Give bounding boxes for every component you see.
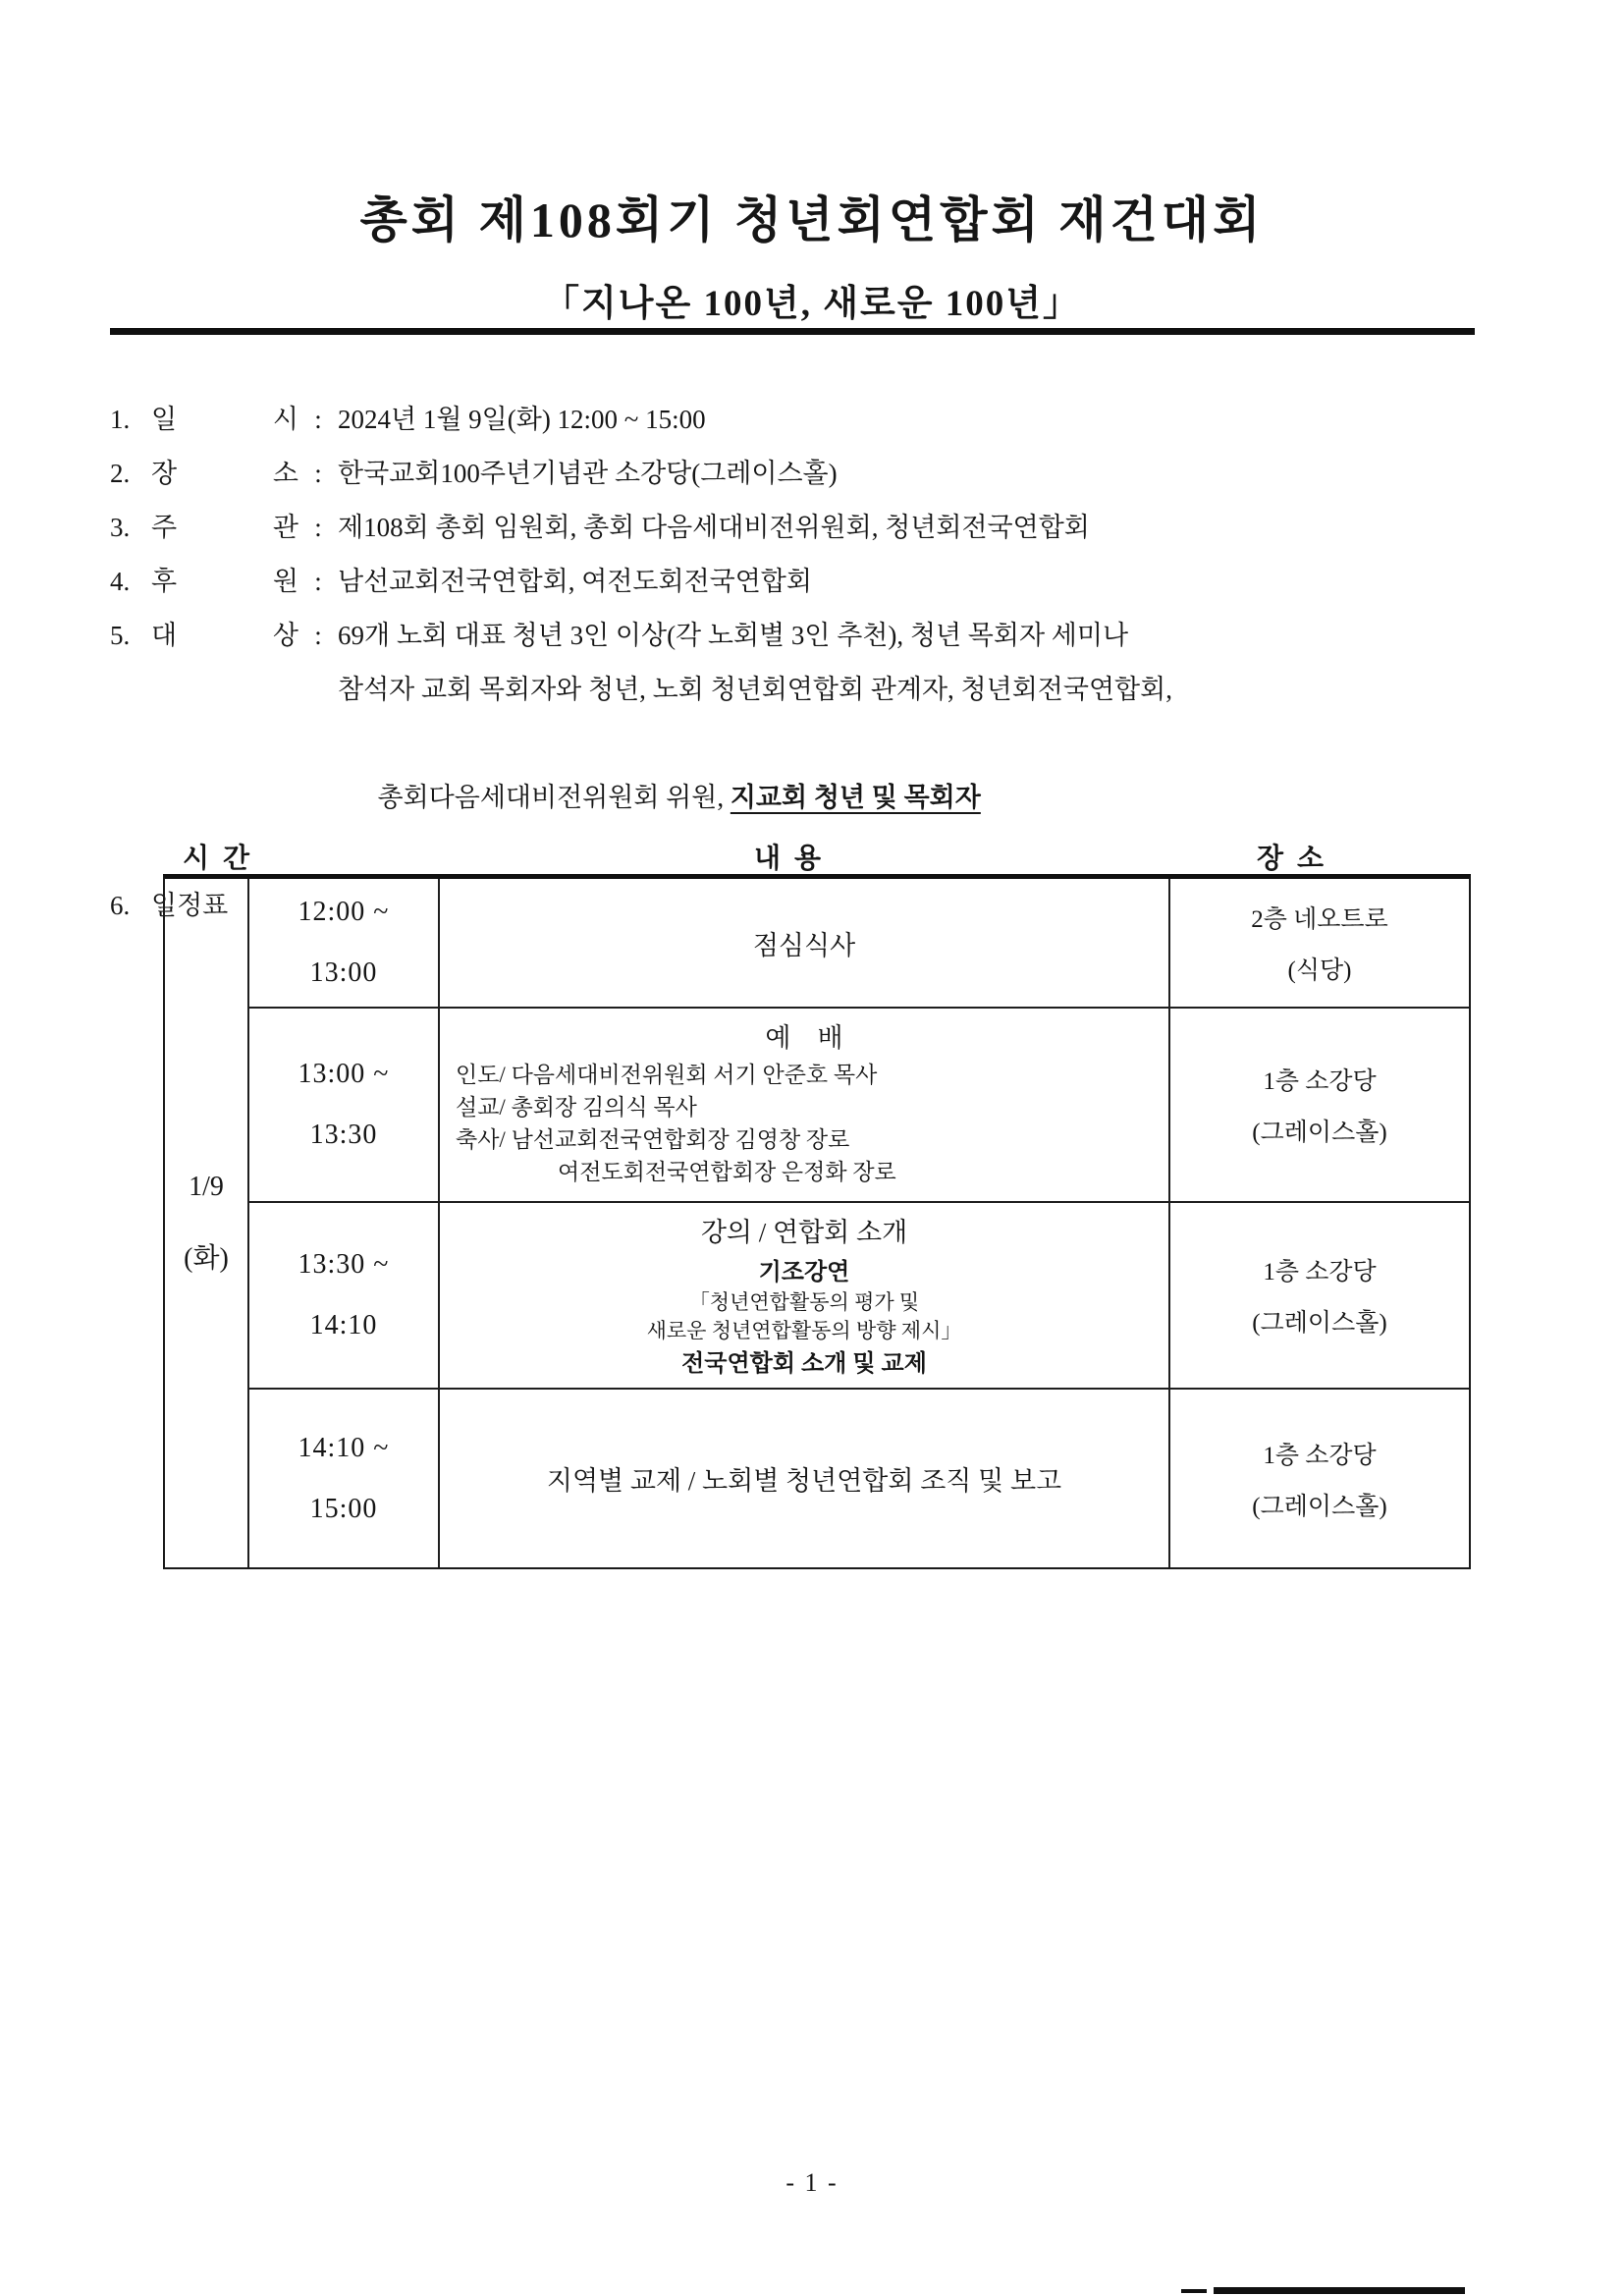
title-divider: [110, 328, 1475, 335]
place-detail: (그레이스홀): [1252, 1493, 1387, 1520]
event-title: 예 배: [765, 1023, 843, 1053]
time-cell-lunch: [249, 879, 440, 1009]
scan-artifact-bar: [1214, 2287, 1465, 2294]
place-cell-lecture: [1170, 1203, 1469, 1390]
keynote-title: 기조강연: [758, 1260, 850, 1285]
item-number: 1.: [110, 405, 131, 434]
item-label: 일정표: [151, 891, 229, 920]
date-value: 1/9: [189, 1171, 224, 1202]
item-value: 한국교회100주년기념관 소강당(그레이스홀): [338, 459, 838, 488]
time-end: 14:10: [309, 1310, 378, 1340]
item-value: 제108회 총회 임원회, 총회 다음세대비전위원회, 청년회전국연합회: [338, 513, 1090, 542]
item-label: 주 관: [151, 513, 298, 542]
time-start: 14:10 ~: [298, 1432, 390, 1463]
item-value: 남선교회전국연합회, 여전도회전국연합회: [338, 567, 812, 596]
info-item-target-cont-1: 참석자 교회 목회자와 청년, 노회 청년회연합회 관계자, 청년회전국연합회,: [338, 675, 1172, 704]
place-detail: (식당): [1287, 957, 1352, 984]
place-cell-fellowship: [1170, 1390, 1469, 1567]
time-cell-lecture: [249, 1203, 440, 1390]
schedule-table: [163, 874, 1471, 1569]
date-weekday: (화): [184, 1242, 229, 1274]
page-title: 총회 제108회기 청년회연합회 재건대회: [359, 192, 1265, 247]
time-end: 13:30: [309, 1120, 378, 1150]
page-subtitle: 「지나온 100년, 새로운 100년」: [543, 284, 1081, 324]
event-title: 지역별 교제 / 노회별 청년연합회 조직 및 보고: [546, 1466, 1062, 1496]
place-name: 1층 소강당: [1263, 1259, 1377, 1285]
item-colon: :: [314, 459, 322, 488]
time-end: 15:00: [309, 1493, 378, 1524]
item-label: 장 소: [151, 459, 298, 488]
keynote-subtitle-line: 「청년연합활동의 평가 및: [688, 1290, 920, 1314]
time-cell-fellowship: [249, 1390, 440, 1567]
item-number: 2.: [110, 459, 131, 488]
event-title: 강의 / 연합회 소개: [700, 1218, 908, 1247]
item-number: 6.: [110, 891, 131, 920]
keynote-subtitle-line: 새로운 청년연합활동의 방향 제시」: [646, 1319, 962, 1342]
column-header-content: 내 용: [753, 844, 822, 874]
info-item-sponsor: [110, 555, 1514, 609]
item-value: 69개 노회 대표 청년 3인 이상(각 노회별 3인 추천), 청년 목회자 세미나: [338, 621, 1129, 650]
time-end: 13:00: [309, 957, 378, 988]
item-colon: :: [314, 621, 322, 650]
place-detail: (그레이스홀): [1252, 1310, 1387, 1337]
emphasized-text: 지교회 청년 및 목회자: [730, 783, 981, 812]
place-name: 1층 소강당: [1263, 1068, 1377, 1095]
item-colon: :: [314, 405, 322, 434]
date-cell: [165, 879, 249, 1567]
item-label: 후 원: [151, 567, 298, 596]
content-cell-lecture: [440, 1203, 1170, 1390]
item-number: 3.: [110, 513, 131, 542]
time-start: 13:00 ~: [298, 1059, 390, 1089]
time-start: 12:00 ~: [298, 897, 390, 927]
item-number: 5.: [110, 621, 131, 650]
place-cell-worship: [1170, 1009, 1469, 1203]
item-colon: :: [314, 567, 322, 596]
info-item-date: [110, 393, 1514, 447]
time-cell-worship: [249, 1009, 440, 1203]
place-detail: (그레이스홀): [1252, 1120, 1387, 1146]
event-title: 점심식사: [752, 930, 856, 960]
content-cell-worship: [440, 1009, 1170, 1203]
info-item-target: [110, 609, 1514, 663]
item-label: 대 상: [151, 621, 298, 650]
detail-line: 설교/ 총회장 김의식 목사: [456, 1095, 697, 1120]
time-start: 13:30 ~: [298, 1249, 390, 1280]
info-item-place: [110, 447, 1514, 501]
closing-line: 전국연합회 소개 및 교제: [681, 1351, 927, 1377]
detail-line: 축사/ 남선교회전국연합회장 김영창 장로: [456, 1127, 850, 1152]
page-number: - 1 -: [785, 2168, 839, 2197]
place-cell-lunch: [1170, 879, 1469, 1009]
column-header-time: 시 간: [182, 844, 250, 874]
event-details: [440, 1249, 1168, 1381]
detail-line: 여전도회전국연합회장 은정화 장로: [558, 1160, 896, 1184]
content-cell-lunch: [440, 879, 1170, 1009]
detail-line: 인도/ 다음세대비전위원회 서기 안준호 목사: [456, 1063, 878, 1087]
item-colon: :: [314, 513, 322, 542]
info-item-host: [110, 501, 1514, 555]
place-name: 1층 소강당: [1263, 1442, 1377, 1469]
content-cell-fellowship: [440, 1390, 1170, 1567]
item-number: 4.: [110, 567, 131, 596]
place-name: 2층 네오트로: [1251, 906, 1388, 933]
event-details: [440, 1055, 1168, 1188]
cont-text: 총회다음세대비전위원회 위원,: [377, 783, 731, 812]
column-header-place: 장 소: [1256, 844, 1325, 874]
item-value: 2024년 1월 9일(화) 12:00 ~ 15:00: [338, 405, 706, 434]
scan-artifact-mark: [1181, 2289, 1207, 2293]
item-label: 일 시: [151, 405, 298, 434]
